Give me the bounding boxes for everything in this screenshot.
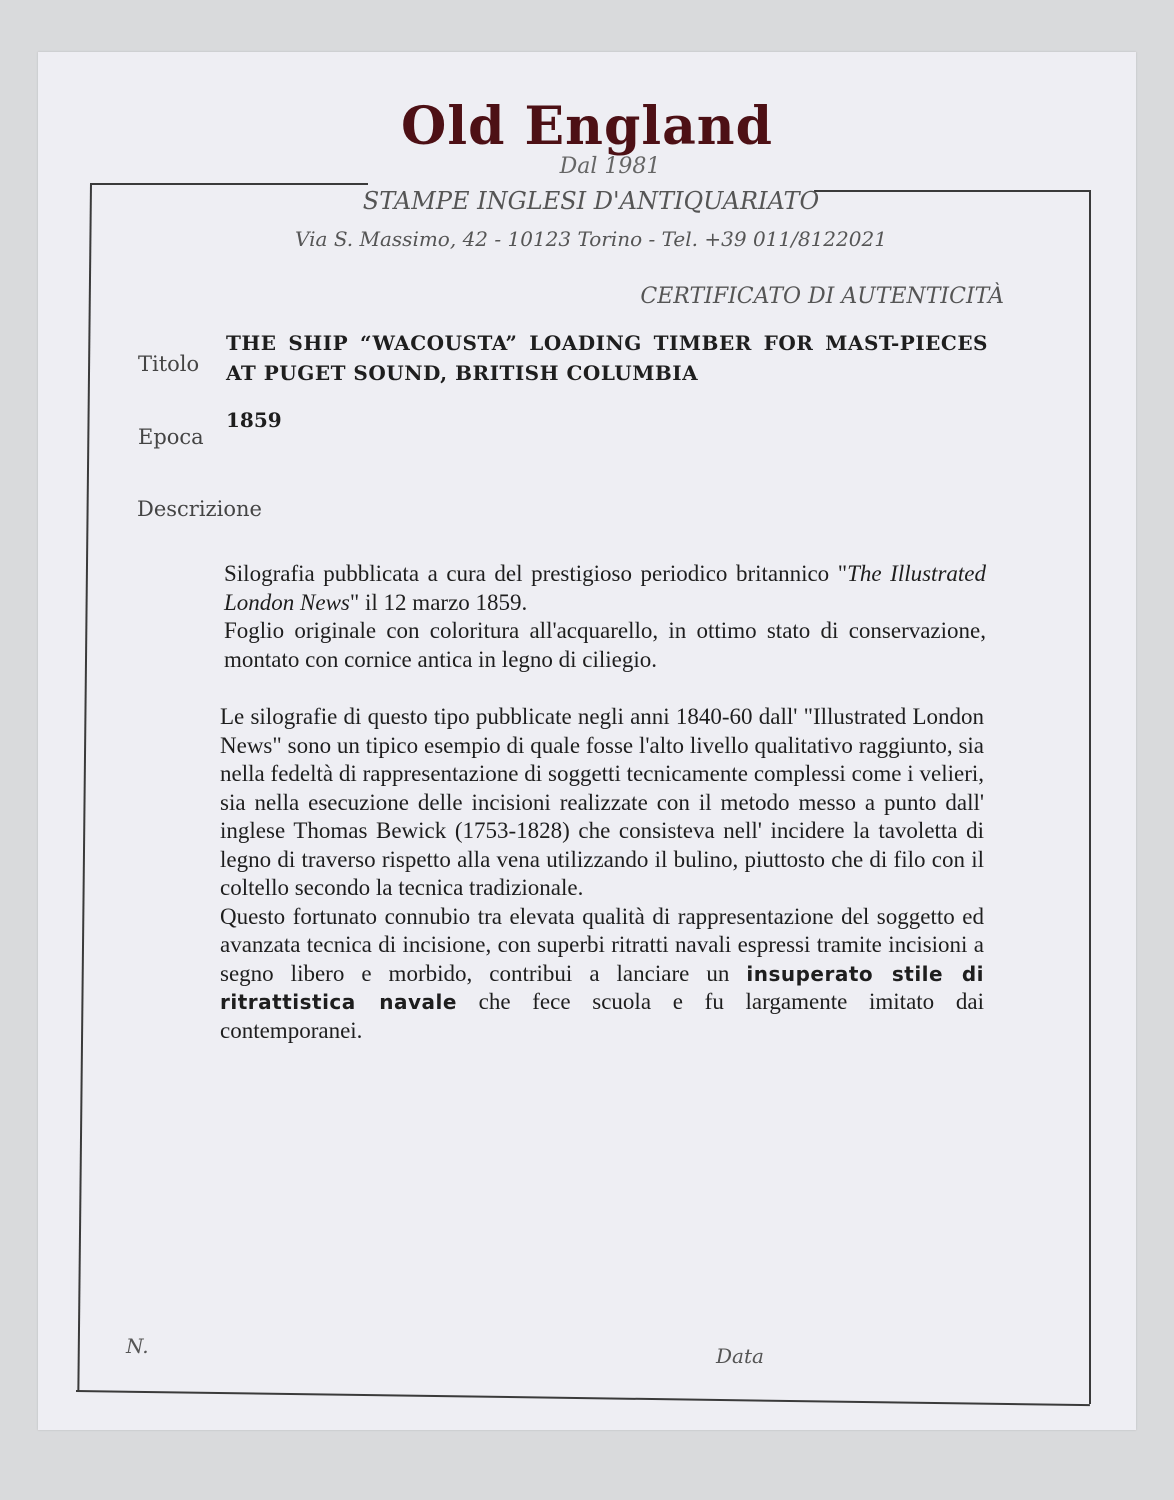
description-paragraph	[224, 560, 986, 617]
frame-border-top-left	[90, 183, 368, 185]
publication-name: The Illustrated London News	[224, 561, 986, 615]
description-paragraph: Foglio originale con coloritura all'acquarello, in ottimo stato di conservazione, montato con cornice antica in legno di ciliegio.	[224, 618, 986, 672]
description-text: Silografia pubblicata a cura del prestigioso periodico britannico "	[224, 561, 848, 586]
description-text: che fece scuola e fu largamente imitato dai contemporanei.	[220, 989, 984, 1043]
description-paragraph	[220, 903, 984, 1046]
date-label: Data	[716, 1344, 764, 1368]
brand-address: Via S. Massimo, 42 - 10123 Torino - Tel. +39 011/8122021	[295, 227, 887, 251]
epoca-label: Epoca	[138, 425, 204, 449]
brand-subtitle: STAMPE INGLESI D'ANTIQUARIATO	[362, 187, 820, 215]
description-block-2	[220, 703, 984, 1045]
frame-border-right	[1089, 190, 1091, 1404]
description-highlight: insuperato stile di ritrattistica navale	[220, 961, 984, 1014]
brand-since: Dal 1981	[559, 154, 661, 179]
titolo-label: Titolo	[138, 352, 200, 376]
description-text: Questo fortunato connubio tra elevata qualità di rappresentazione del soggetto ed avanzata tecnica di incisione, con superbi ritratti navali espressi tramite incisioni a segno libero e morbido, contribui a lanciare un	[220, 903, 984, 986]
certificate-heading: CERTIFICATO DI AUTENTICITÀ	[640, 284, 1004, 309]
description-text: " il 12 marzo 1859.	[349, 589, 528, 615]
description-block-1	[224, 560, 986, 674]
descrizione-label: Descrizione	[137, 497, 262, 521]
epoca-value: 1859	[226, 408, 282, 432]
brand-logo: Old England	[401, 96, 773, 157]
description-paragraph: Le silografie di questo tipo pubblicate negli anni 1840-60 dall' "Illustrated London News" sono un tipico esempio di quale fosse l'alto livello qualitativo raggiunto, sia nella fedeltà di rappresentazione di soggetti tecnicamente complessi come i velieri, sia nella esecuzione delle incisioni realizzate con il metodo messo a punto dall' inglese Thomas Bewick (1753-1828) che consisteva nell' incidere la tavoletta di legno di traverso rispetto alla vena utilizzando il bulino, piuttosto che di filo con il coltello secondo la tecnica tradizionale.	[220, 704, 984, 900]
titolo-value: THE SHIP “WACOUSTA” LOADING TIMBER FOR MAST-PIECES AT PUGET SOUND, BRITISH COLUMBIA	[226, 331, 988, 385]
number-label: N.	[126, 1334, 149, 1358]
